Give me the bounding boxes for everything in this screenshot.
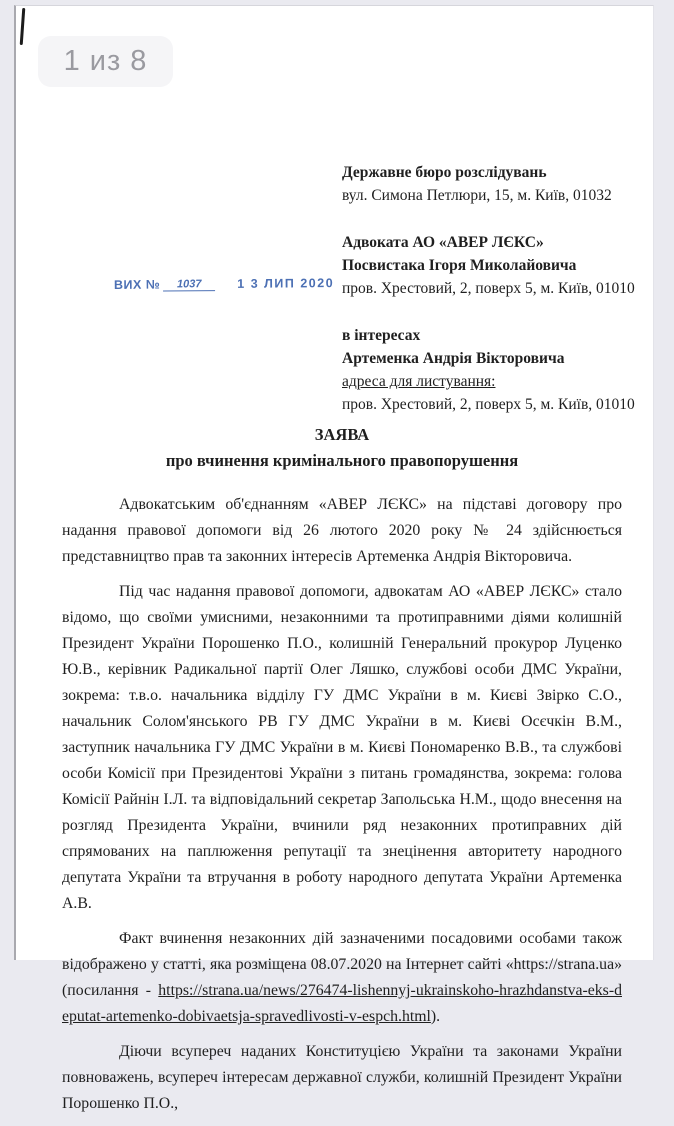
recipient-name: Державне бюро розслідувань (342, 164, 547, 181)
advocate-address: пров. Хрестовий, 2, поверх 5, м. Київ, 01010 (342, 280, 635, 297)
recipient-group-dbr (342, 161, 648, 207)
advocate-name: Посвистака Ігоря Миколайовича (342, 257, 577, 274)
document-page (14, 5, 654, 1112)
paragraph-2: Під час надання правової допомоги, адвокатам АО «АВЕР ЛЄКС» стало відомо, що своїми умисними, незаконними та протиправними діями колишній Президент України Порошенко П.О., колишній Генеральний прокурор Луценко Ю.В., керівник Радикальної партії Олег Ляшко, службові особи ДМС України, зокрема: т.в.о. начальника відділу ГУ ДМС України в м. Києві Звірко С.О., начальник Солом'янського РВ ГУ ДМС України в м. Києві Осєчкін В.М., заступник начальника ГУ ДМС України в м. Києві Пономаренко В.В., та службові особи Комісії при Президентові України з питань громадянства, зокрема: голова Комісії Райнін І.Л. та відповідальний секретар Запольська Н.М., щодо внесення на розгляд Президента України, вчинили ряд незаконних протиправних дій спрямованих на паплюження репутації та знецінення авторитету народного депутата України та втручання в роботу народного депутата України Артеменка А.В. (62, 583, 622, 912)
paragraph-3-closing: ). (430, 1008, 441, 1025)
interests-label: в інтересах (342, 327, 421, 344)
paragraph-1: Адвокатським об'єднанням «АВЕР ЛЄКС» на підставі договору про надання правової допомоги від 26 лютого 2020 року № 24 здійснюється представництво прав та законних інтересів Артеменка Андрія Вікторовича. (62, 496, 622, 565)
page-indicator-badge (38, 36, 173, 87)
advocate-org: Адвоката АО «АВЕР ЛЄКС» (342, 234, 544, 251)
recipient-block (342, 161, 648, 440)
article-link[interactable]: https://strana.ua/news/276474-lishennyj-ukrainskoho-hrazhdanstva-eks-deputat-artemenko-dobivaetsja-spravedlivosti-v-espch.html (62, 982, 622, 1025)
stamp-handwritten-number: 1037 (163, 278, 215, 291)
title-line2: про вчинення кримінального правопорушення (165, 451, 519, 470)
correspondence-address-label: адреса для листування: (342, 373, 496, 390)
recipient-group-interests (342, 324, 648, 416)
document-title (62, 422, 622, 474)
ink-mark (20, 8, 26, 45)
document-body (62, 492, 622, 1126)
page-indicator-text: 1 из 8 (63, 45, 148, 77)
recipient-address: вул. Симона Петлюри, 15, м. Київ, 01032 (342, 187, 612, 204)
paragraph-4: Діючи всупереч наданих Конституцією України та законами України повноважень, всупереч інтересам державної служби, колишній Президент України Порошенко П.О., (62, 1043, 622, 1112)
recipient-group-advocate (342, 231, 648, 300)
correspondence-address: пров. Хрестовий, 2, поверх 5, м. Київ, 01010 (342, 396, 635, 413)
outgoing-number-stamp (114, 276, 334, 293)
stamp-label: ВИХ № (113, 277, 161, 292)
paragraph-3-text: Факт вчинення незаконних дій зазначеними посадовими особами також відображено у статті, яка розміщена 08.07.2020 на Інтернет сайті «https://strana.ua» (посилання - (62, 930, 622, 999)
title-line1: ЗАЯВА (314, 425, 370, 444)
stamp-date: 1 3 ЛИП 2020 (237, 276, 335, 291)
paragraph-3 (62, 926, 622, 1030)
client-name: Артеменка Андрія Вікторовича (342, 350, 565, 367)
